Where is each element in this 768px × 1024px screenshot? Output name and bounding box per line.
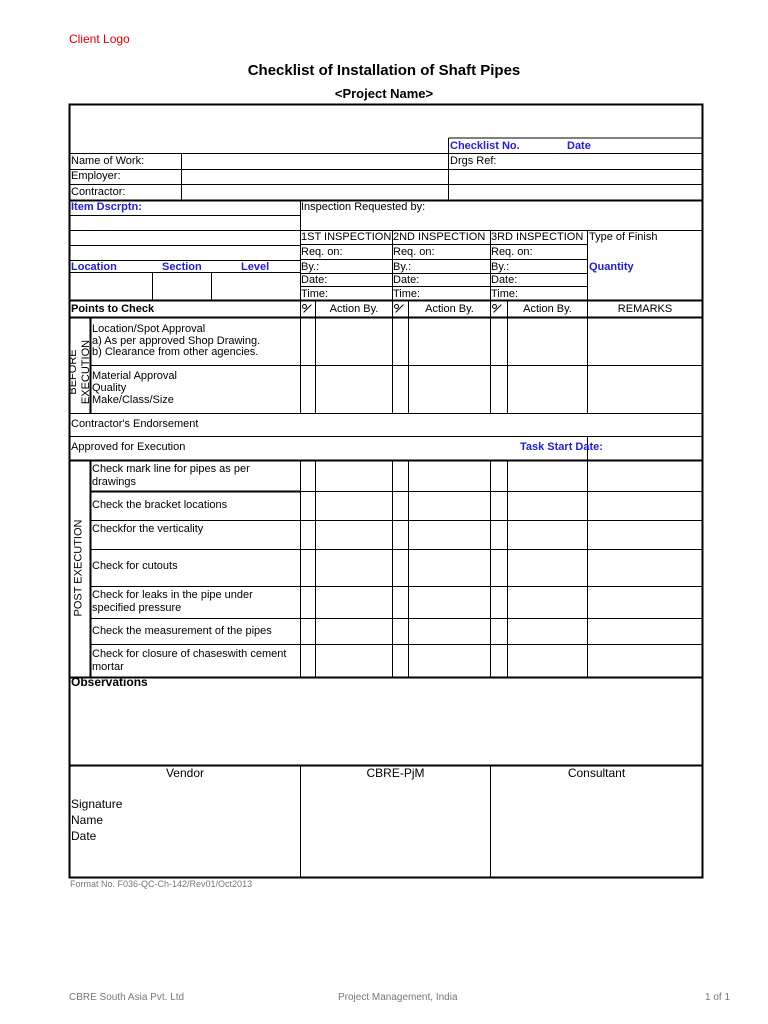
clearance-agencies: b) Clearance from other agencies.: [92, 346, 259, 358]
points-to-check-header: Points to Check: [71, 303, 155, 315]
signature-label: Signature: [71, 797, 123, 811]
date-field-label: Date:: [491, 274, 518, 286]
vendor-header: Vendor: [165, 766, 205, 780]
cbre-header: CBRE-PjM: [366, 766, 425, 780]
by-label: By.:: [491, 261, 510, 273]
req-on-label: Req. on:: [301, 246, 343, 258]
check-item: Check the bracket locations: [92, 499, 228, 511]
check-item: Check mark line for pipes as per drawings: [92, 463, 250, 488]
req-on-label: Req. on:: [491, 246, 533, 258]
check-item: Check the measurement of the pipes: [92, 625, 272, 637]
action-by-header: Action By.: [425, 303, 474, 315]
task-start-date-label: Task Start Date:: [520, 441, 603, 453]
make-class-size: Make/Class/Size: [92, 394, 174, 406]
checkmark-icon: [492, 304, 501, 313]
date-field-label: Date:: [393, 274, 420, 286]
section-label: Section: [162, 261, 202, 273]
check-item: Checkfor the verticality: [92, 523, 204, 535]
date-field-label: Date:: [301, 274, 328, 286]
check-item: Check for leaks in the pipe under specified pressure: [92, 589, 253, 614]
contractor-endorsement: Contractor's Endorsement: [71, 418, 199, 430]
location-label: Location: [71, 261, 117, 273]
as-per-shop-drawing: a) As per approved Shop Drawing.: [92, 335, 261, 347]
page-title: Checklist of Installation of Shaft Pipes: [247, 62, 521, 79]
type-of-finish-label: Type of Finish: [589, 231, 658, 243]
third-inspection-label: 3RD INSPECTION: [491, 231, 584, 243]
location-spot-approval: Location/Spot Approval: [92, 323, 206, 335]
time-label: Time:: [393, 288, 421, 300]
action-by-header: Action By.: [523, 303, 572, 315]
remarks-header: REMARKS: [617, 303, 673, 315]
name-label: Name: [71, 813, 104, 827]
req-on-label: Req. on:: [393, 246, 435, 258]
level-label: Level: [241, 261, 270, 273]
employer-label: Employer:: [71, 170, 121, 182]
sign-date-label: Date: [71, 829, 97, 843]
by-label: By.:: [393, 261, 412, 273]
action-by-header: Action By.: [329, 303, 379, 315]
checkmark-icon: [394, 304, 403, 313]
quality: Quality: [92, 382, 127, 394]
item-description-label: Item Dscrptn:: [71, 201, 142, 213]
client-logo: Client Logo: [69, 32, 130, 46]
observations-label: Observations: [71, 675, 148, 689]
quantity-label: Quantity: [589, 261, 634, 273]
footer-department: Project Management, India: [338, 992, 458, 1003]
post-execution-label: POST EXECUTION: [72, 519, 85, 617]
consultant-header: Consultant: [567, 766, 626, 780]
checklist-no-label: Checklist No.: [450, 140, 520, 152]
check-item: Check for closure of chaseswith cement mortar: [92, 648, 287, 673]
second-inspection-label: 2ND INSPECTION: [393, 231, 486, 243]
footer-page-number: 1 of 1: [705, 992, 731, 1003]
before-execution-label: BEFORE EXECUTION: [67, 339, 92, 405]
inspection-requested-label: Inspection Requested by:: [301, 201, 426, 213]
footer-company: CBRE South Asia Pvt. Ltd: [69, 992, 185, 1003]
date-label: Date: [567, 140, 591, 152]
drgs-ref-label: Drgs Ref:: [450, 155, 497, 167]
project-name: <Project Name>: [334, 86, 434, 101]
format-number: Format No. F036-QC-Ch-142/Rev01/Oct2013: [70, 879, 253, 889]
approved-for-execution: Approved for Execution: [71, 441, 186, 453]
check-item: Check for cutouts: [92, 560, 178, 572]
material-approval: Material Approval: [92, 370, 177, 382]
time-label: Time:: [301, 288, 329, 300]
time-label: Time:: [491, 288, 519, 300]
first-inspection-label: 1ST INSPECTION: [301, 231, 392, 243]
name-of-work-label: Name of Work:: [71, 155, 145, 167]
by-label: By.:: [301, 261, 320, 273]
checkmark-icon: [302, 304, 311, 313]
contractor-label: Contractor:: [71, 186, 126, 198]
